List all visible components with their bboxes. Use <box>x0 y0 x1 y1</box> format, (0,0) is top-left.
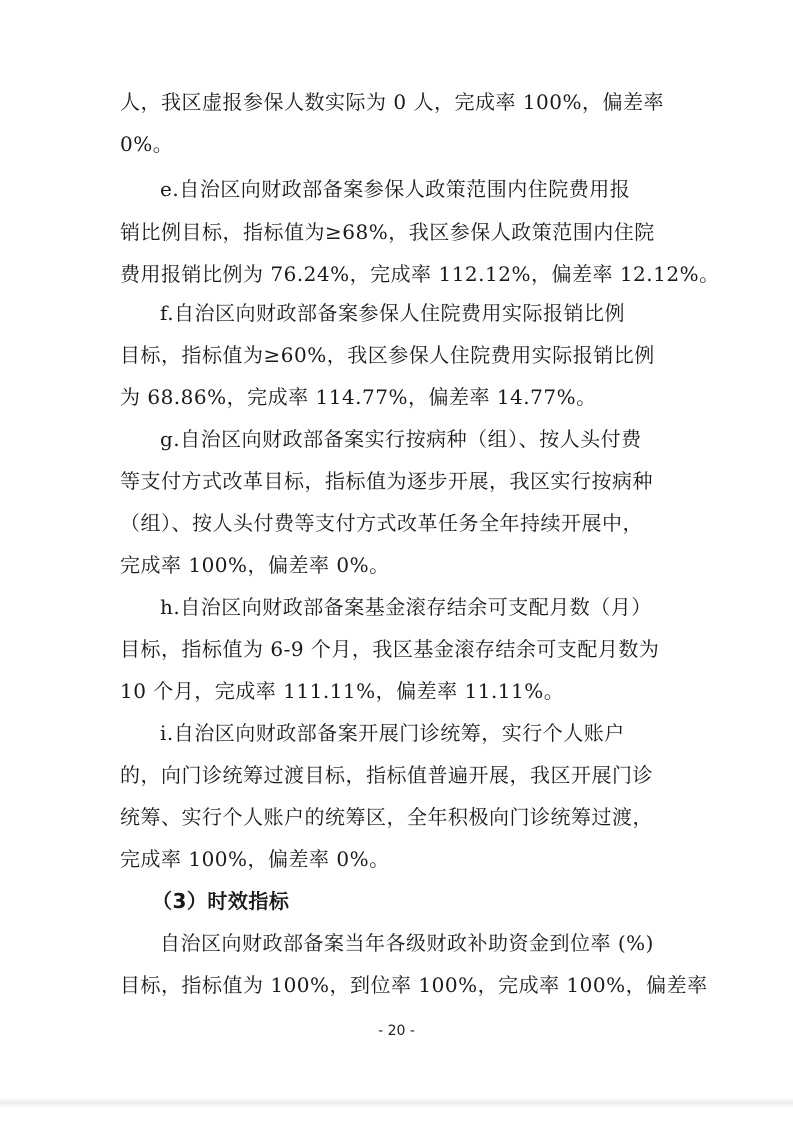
text-line: （组）、按人头付费等支付方式改革任务全年持续开展中， <box>120 511 643 535</box>
text-line: 的，向门诊统筹过渡目标，指标值普遍开展，我区开展门诊 <box>120 763 653 787</box>
scan-edge-shadow <box>0 1098 793 1108</box>
section-heading: （3）时效指标 <box>152 889 290 913</box>
text-line: 为 68.86%，完成率 114.77%，偏差率 14.77%。 <box>120 385 597 409</box>
text-line: 0%。 <box>120 132 174 156</box>
text-line: 目标，指标值为≥60%，我区参保人住院费用实际报销比例 <box>120 343 655 367</box>
text-line: 完成率 100%，偏差率 0%。 <box>120 847 390 871</box>
text-line: 10 个月，完成率 111.11%，偏差率 11.11%。 <box>120 679 565 703</box>
text-line: f.自治区向财政部备案参保人住院费用实际报销比例 <box>160 301 626 325</box>
text-line: 等支付方式改革目标，指标值为逐步开展，我区实行按病种 <box>120 469 653 493</box>
text-line: 目标，指标值为 6-9 个月，我区基金滚存结余可支配月数为 <box>120 637 660 661</box>
text-line: h.自治区向财政部备案基金滚存结余可支配月数（月） <box>160 595 652 619</box>
text-line: 目标，指标值为 100%，到位率 100%，完成率 100%，偏差率 <box>120 973 708 997</box>
text-line: 人，我区虚报参保人数实际为 0 人，完成率 100%，偏差率 <box>120 90 664 114</box>
text-line: 完成率 100%，偏差率 0%。 <box>120 553 390 577</box>
text-line: 销比例目标，指标值为≥68%，我区参保人政策范围内住院 <box>120 220 655 244</box>
text-line: g.自治区向财政部备案实行按病种（组）、按人头付费 <box>160 427 642 451</box>
text-line: i.自治区向财政部备案开展门诊统筹，实行个人账户 <box>160 721 625 745</box>
text-line: e.自治区向财政部备案参保人政策范围内住院费用报 <box>160 177 631 201</box>
text-line: 自治区向财政部备案当年各级财政补助资金到位率 (%) <box>160 931 654 955</box>
text-line: 费用报销比例为 76.24%，完成率 112.12%，偏差率 12.12%。 <box>120 262 720 286</box>
page-number: - 20 - <box>378 1023 415 1039</box>
text-line: 统筹、实行个人账户的统筹区，全年积极向门诊统筹过渡， <box>120 805 653 829</box>
